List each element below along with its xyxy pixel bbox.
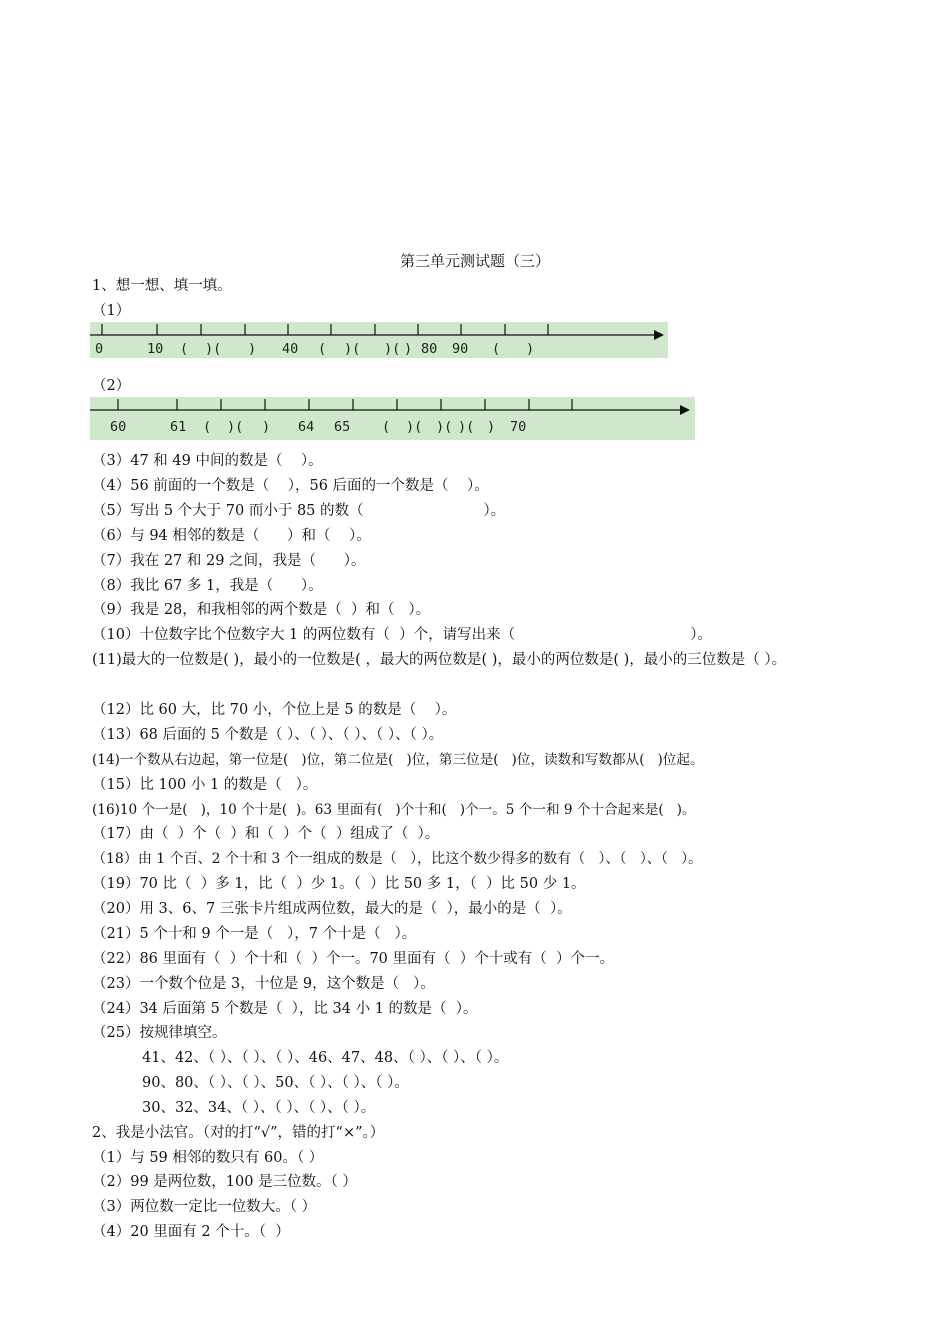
pattern-3: 30、32、34、（ ）、（ ）、（ ）、（ ）。 xyxy=(142,1100,376,1116)
question-21: （21）5 个十和 9 个一是（ ），7 个十是（ ）。 xyxy=(92,926,417,942)
numberline1-tick-label: 40 xyxy=(282,341,299,357)
question-22: （22）86 里面有（ ）个十和（ ）个一。70 里面有（ ）个十或有（ ）个一。 xyxy=(92,951,614,967)
question-12: （12）比 60 大，比 70 小，个位上是 5 的数是（ ）。 xyxy=(92,702,457,718)
question-3: （3）47 和 49 中间的数是（ ）。 xyxy=(92,453,323,469)
numberline-2 xyxy=(90,397,695,440)
judge-3: （3）两位数一定比一位数大。（ ） xyxy=(92,1199,317,1215)
numberline1-label: （1） xyxy=(92,303,131,319)
numberline2-tick-label: ) xyxy=(262,419,271,435)
numberline2-tick-label: )( xyxy=(436,419,453,435)
question-15: （15）比 100 小 1 的数是（ ）。 xyxy=(92,777,318,793)
numberline1-tick-label: 10 xyxy=(147,341,164,357)
numberline2-tick-label: 64 xyxy=(298,419,315,435)
numberline1-tick-label: 90 xyxy=(452,341,469,357)
numberline1-tick-label: ( xyxy=(492,341,501,357)
question-7: （7）我在 27 和 29 之间，我是（ ）。 xyxy=(92,553,366,569)
numberline2-tick-label: 65 xyxy=(334,419,351,435)
numberline2-tick-label: 61 xyxy=(170,419,187,435)
numberline2-label: （2） xyxy=(92,378,131,394)
numberline2-tick-label: )( xyxy=(406,419,423,435)
numberline1-tick-label: ) xyxy=(526,341,535,357)
judge-1: （1）与 59 相邻的数只有 60。（ ） xyxy=(92,1150,324,1166)
question-11: (11)最大的一位数是( )，最小的一位数是( ，最大的两位数是( )，最小的两位数是( )，最小的三位数是（ ）。 xyxy=(92,652,787,668)
numberline1-tick-label: 0 xyxy=(95,341,104,357)
numberline2-tick-label: ) xyxy=(487,419,496,435)
question-23: （23）一个数个位是 3，十位是 9，这个数是（ ）。 xyxy=(92,976,435,992)
judge-2: （2）99 是两位数，100 是三位数。（ ） xyxy=(92,1174,357,1190)
section2-heading: 2、我是小法官。（对的打“√”，错的打“×”。） xyxy=(92,1125,385,1141)
numberline2-tick-label: )( xyxy=(458,419,475,435)
question-10: （10）十位数字比个位数字大 1 的两位数有（ ）个，请写出来（ ）。 xyxy=(92,627,713,643)
numberline1-tick-label: ) xyxy=(248,341,257,357)
section1-heading: 1、想一想、填一填。 xyxy=(92,278,232,294)
question-16: (16)10 个一是( )，10 个十是( )。63 里面有( )个十和( )个一。5 个一和 9 个十合起来是( )。 xyxy=(92,802,696,818)
numberline2-tick-label: ( xyxy=(203,419,212,435)
question-24: （24）34 后面第 5 个数是（ ），比 34 小 1 的数是（ ）。 xyxy=(92,1001,478,1017)
pattern-2: 90、80、（ ）、（ ）、50、（ ）、（ ）、（ ）。 xyxy=(142,1075,409,1091)
numberline1-tick-label: ) xyxy=(404,341,413,357)
numberline1-tick-label: )( xyxy=(205,341,222,357)
numberline2-tick-label: )( xyxy=(227,419,244,435)
judge-4: （4）20 里面有 2 个十。（ ） xyxy=(92,1224,290,1240)
numberline2-tick-label: 60 xyxy=(110,419,127,435)
question-14: (14)一个数从右边起，第一位是( )位，第二位是( )位，第三位是( )位，读数和写数都从( )位起。 xyxy=(92,752,704,768)
question-19: （19）70 比（ ）多 1，比（ ）少 1。（ ）比 50 多 1，（ ）比 50 少 1。 xyxy=(92,876,586,892)
numberline1-tick-label: ( xyxy=(180,341,189,357)
numberline1-tick-label: ( xyxy=(318,341,327,357)
question-9: （9）我是 28，和我相邻的两个数是（ ）和（ ）。 xyxy=(92,602,431,618)
question-20: （20）用 3、6、7 三张卡片组成两位数，最大的是（ ），最小的是（ ）。 xyxy=(92,901,572,917)
numberline1-tick-label: )( xyxy=(344,341,361,357)
question-25: （25）按规律填空。 xyxy=(92,1025,227,1041)
question-8: （8）我比 67 多 1，我是（ ）。 xyxy=(92,578,323,594)
numberline1-tick-label: )( xyxy=(384,341,401,357)
numberline1-tick-label: 80 xyxy=(421,341,438,357)
question-6: （6）与 94 相邻的数是（ ）和（ ）。 xyxy=(92,528,371,544)
numberline-1 xyxy=(90,322,668,358)
question-4: （4）56 前面的一个数是（ ），56 后面的一个数是（ ）。 xyxy=(92,478,489,494)
numberline2-tick-label: 70 xyxy=(510,419,527,435)
page-title: 第三单元测试题（三） xyxy=(399,252,550,270)
numberline2-tick-label: ( xyxy=(382,419,391,435)
question-13: （13）68 后面的 5 个数是（ ）、（ ）、（ ）、（ ）、（ ）。 xyxy=(92,727,444,743)
question-17: （17）由（ ）个（ ）和（ ）个（ ）组成了（ ）。 xyxy=(92,826,440,842)
question-5: （5）写出 5 个大于 70 而小于 85 的数（ ）。 xyxy=(92,503,506,519)
pattern-1: 41、42、（ ）、（ ）、（ ）、46、47、48、（ ）、（ ）、（ ）。 xyxy=(142,1050,509,1066)
question-18: （18）由 1 个百、2 个十和 3 个一组成的数是（ ），比这个数少得多的数有（ ）、（ ）、（ ）。 xyxy=(92,851,703,867)
